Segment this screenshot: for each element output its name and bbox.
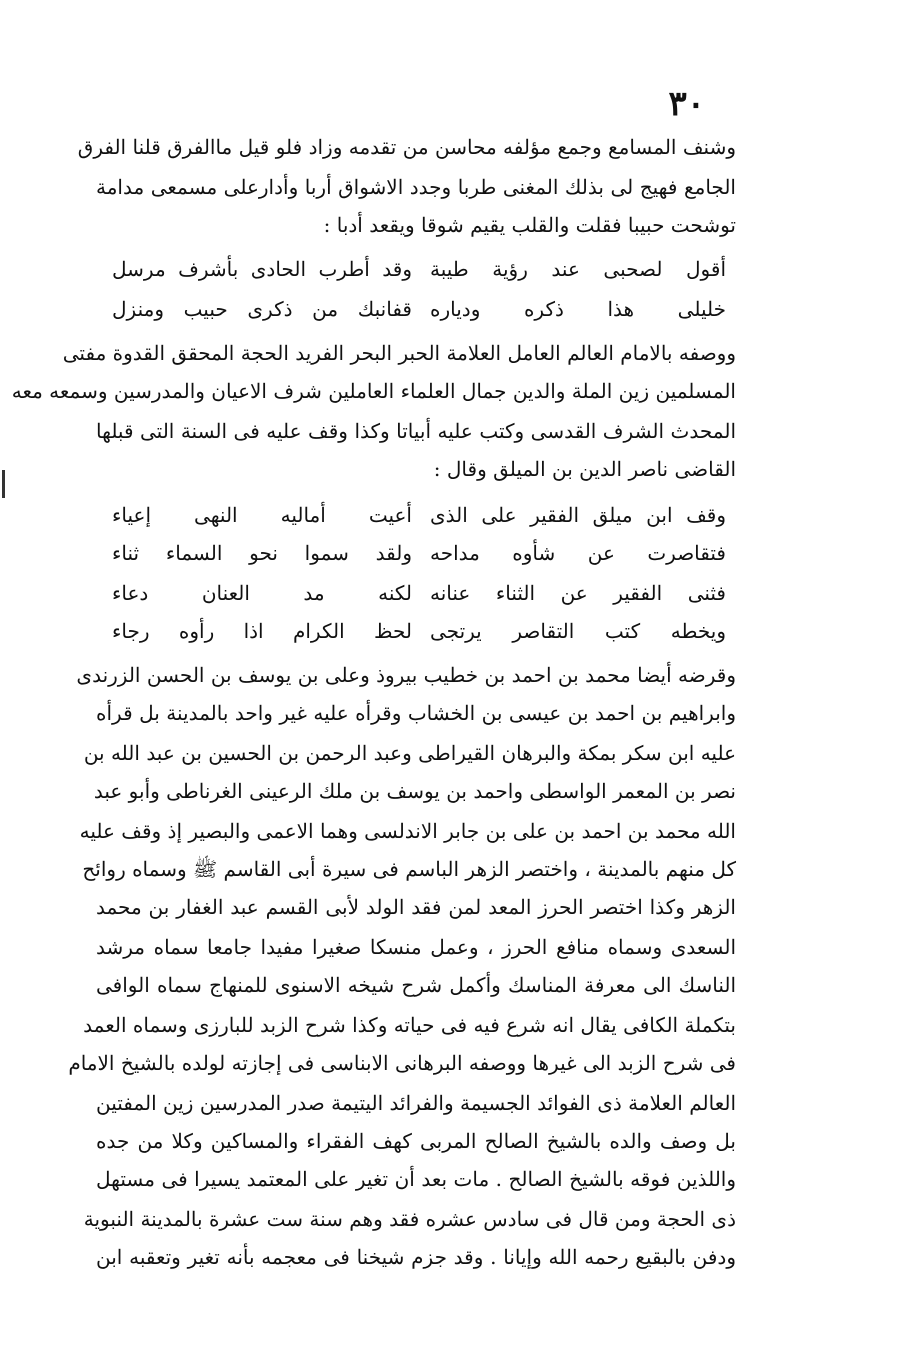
verse-hemistich-second: أعيت أماليه النهى إعياء xyxy=(112,503,412,527)
verse-hemistich-first: أقول لصحبى عند رؤية طيبة xyxy=(430,257,726,281)
verse-hemistich-first: وقف ابن ميلق الفقير على الذى xyxy=(430,503,726,527)
text-line: السعدى وسماه منافع الحرز ، وعمل منسكا صغيرا مفيدا جامعا سماه مرشد xyxy=(96,935,737,959)
verse-hemistich-second: وقد أطرب الحادى بأشرف مرسل xyxy=(112,257,412,281)
text-line: الزهر وكذا اختصر الحرز المعد لمن فقد الولد لأبى القسم عبد الغفار بن محمد xyxy=(96,895,736,919)
text-line: الجامع فهيج لى بذلك المغنى طربا وجدد الاشواق أربا وأدارعلى مسمعى مدامة xyxy=(96,175,736,199)
text-line: ودفن بالبقيع رحمه الله وإيانا . وقد جزم شيخنا فى معجمه بأنه تغير وتعقبه ابن xyxy=(96,1245,736,1269)
verse-hemistich-first: فتقاصرت عن شأوه مداحه xyxy=(430,541,726,565)
verse-hemistich-first: خليلى هذا ذكره ودياره xyxy=(430,297,726,321)
text-line: بتكملة الكافى يقال انه شرع فيه فى حياته وكذا شرح الزبد للبارزى وسماه العمد xyxy=(83,1013,736,1037)
text-line: المسلمين زين الملة والدين جمال العلماء العاملين شرف الاعيان والمدرسين وسمعه معه xyxy=(11,379,736,403)
text-line: وشنف المسامع وجمع مؤلفه محاسن من تقدمه وزاد فلو قيل ماالفرق قلنا الفرق xyxy=(77,135,736,159)
text-line: المحدث الشرف القدسى وكتب عليه أبياتا وكذا وقف عليه فى السنة التى قبلها xyxy=(96,419,736,443)
text-line: نصر بن المعمر الواسطى واحمد بن يوسف بن ملك الرعينى الغرناطى وأبو عبد xyxy=(93,779,736,803)
verse-hemistich-second: لكنه مد العنان دعاء xyxy=(112,581,412,605)
text-line: الناسك الى معرفة المناسك وأكمل شرح شيخه الاسنوى للمنهاج سماه الوافى xyxy=(96,973,736,997)
page-number: ٣٠ xyxy=(668,84,705,124)
text-line: الله محمد بن احمد بن على بن جابر الاندلسى وهما الاعمى والبصير إذ وقف عليه xyxy=(79,819,736,843)
text-line: وقرضه أيضا محمد بن احمد بن خطيب بيروذ وعلى بن يوسف بن الحسن الزرندى xyxy=(76,663,736,687)
text-line: ووصفه بالامام العالم العامل العلامة الحبر البحر الفريد الحجة المحقق القدوة مفتى xyxy=(62,341,736,365)
verse-hemistich-first: ويخطه كتب التقاصر يرتجى xyxy=(430,619,726,643)
verse-hemistich-second: ولقد سموا نحو السماء ثناء xyxy=(112,541,412,565)
text-line: فى شرح الزبد الى غيرها ووصفه البرهانى الابناسى فى إجازته لولده بالشيخ الامام xyxy=(68,1051,736,1075)
text-line: كل منهم بالمدينة ، واختصر الزهر الباسم فى سيرة أبى القاسم ﷺ وسماه روائح xyxy=(82,857,736,881)
text-line: عليه ابن سكر بمكة والبرهان القيراطى وعبد الرحمن بن الحسين بن عبد الله بن xyxy=(83,741,736,765)
text-line: ذى الحجة ومن قال فى سادس عشره فقد وهم سنة ست عشرة بالمدينة النبوية xyxy=(83,1207,736,1231)
text-line: وابراهيم بن احمد بن عيسى بن الخشاب وقرأه عليه غير واحد بالمدينة بل قرأه xyxy=(96,701,736,725)
verse-hemistich-second: قفانبك من ذكرى حبيب ومنزل xyxy=(112,297,412,321)
verse-hemistich-second: لحظ الكرام اذا رأوه رجاء xyxy=(112,619,412,643)
text-line: بل وصف والده بالشيخ الصالح المربى كهف الفقراء والمساكين وكلا من جده xyxy=(96,1129,736,1153)
text-line: القاضى ناصر الدين بن الميلق وقال : xyxy=(433,457,736,481)
text-line: واللذين فوقه بالشيخ الصالح . مات بعد أن تغير على المعتمد يسيرا فى مستهل xyxy=(96,1167,736,1191)
text-line: العالم العلامة ذى الفوائد الجسيمة والفرائد اليتيمة صدر المدرسين زين المفتين xyxy=(96,1091,736,1115)
text-line: توشحت حبيبا فقلت والقلب يقيم شوقا ويقعد أدبا : xyxy=(323,213,736,237)
verse-hemistich-first: فثنى الفقير عن الثناء عنانه xyxy=(430,581,726,605)
margin-mark xyxy=(2,470,5,498)
